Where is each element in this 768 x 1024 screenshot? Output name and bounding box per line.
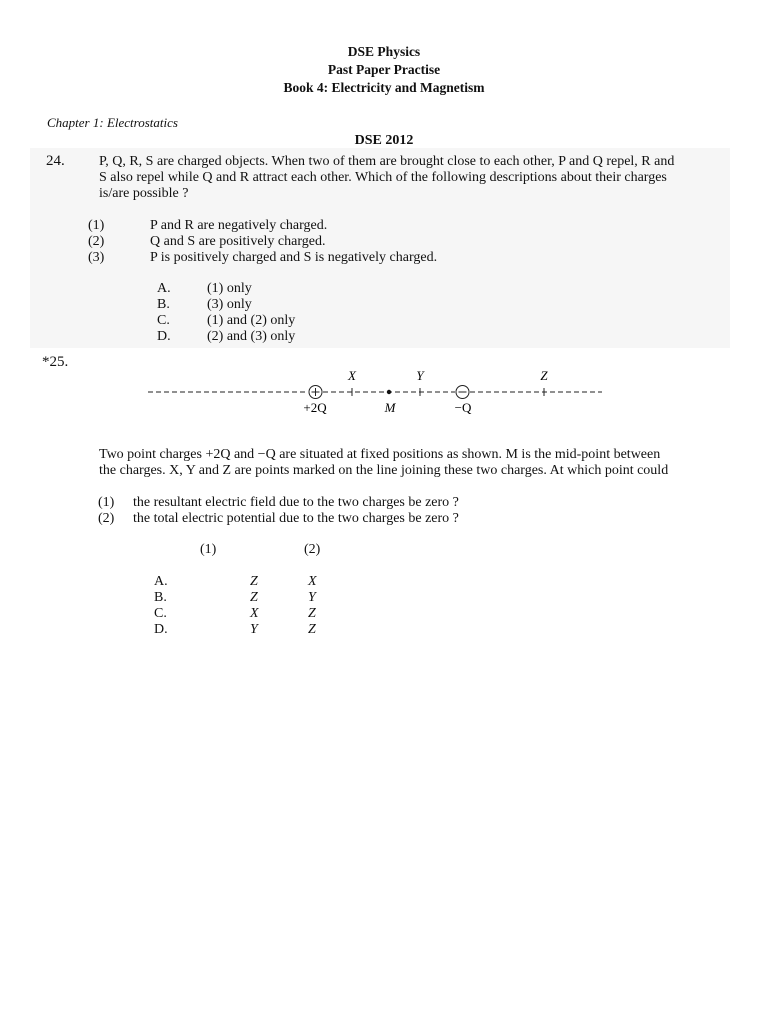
column-header-2: (2) — [304, 542, 321, 557]
option-col2: Y — [308, 590, 316, 605]
option-col1: X — [250, 606, 259, 621]
q24-statement — [88, 234, 437, 250]
doc-subtitle: Past Paper Practise — [327, 62, 441, 77]
charges-line-diagram — [140, 366, 610, 418]
option-text: (1) and (2) only — [207, 313, 296, 328]
statement-number: (2) — [88, 234, 105, 249]
q25-statement — [98, 511, 459, 527]
q24-option — [157, 313, 295, 329]
option-col1: Z — [250, 574, 258, 589]
q25-option — [154, 606, 320, 622]
statement-text: P and R are negatively charged. — [150, 218, 328, 233]
option-col2: X — [308, 574, 317, 589]
q25-answer-table — [154, 542, 320, 638]
label-plus-2q: +2Q — [303, 400, 327, 415]
option-letter: D. — [154, 622, 168, 637]
statement-text: Q and S are positively charged. — [150, 234, 326, 249]
chapter-heading: Chapter 1: Electrostatics — [47, 115, 178, 130]
section-heading: DSE 2012 — [354, 133, 414, 148]
option-col2: Z — [308, 622, 316, 637]
statement-number: (3) — [88, 250, 105, 265]
doc-title: DSE Physics — [347, 44, 421, 59]
label-x: X — [348, 368, 356, 383]
statement-number: (2) — [98, 511, 115, 526]
q25-option — [154, 622, 320, 638]
statement-text: the resultant electric field due to the two charges be zero ? — [133, 495, 459, 510]
option-text: (1) only — [207, 281, 252, 296]
q24-option — [157, 297, 295, 313]
q24-statement — [88, 218, 437, 234]
option-text: (3) only — [207, 297, 252, 312]
q25-column-headers — [154, 542, 320, 558]
column-header-1: (1) — [200, 542, 217, 557]
statement-text: the total electric potential due to the two charges be zero ? — [133, 511, 459, 526]
option-letter: C. — [154, 606, 167, 621]
option-text: (2) and (3) only — [207, 329, 296, 344]
statement-number: (1) — [88, 218, 105, 233]
q25-statement — [98, 495, 459, 511]
q25-number: *25. — [42, 354, 69, 370]
option-letter: A. — [157, 281, 171, 296]
q24-number: 24. — [46, 153, 65, 169]
q24-stem-line2: S also repel while Q and R attract each other. Which of the following descriptions about their charges — [99, 170, 667, 185]
q25-statements — [98, 495, 459, 527]
option-letter: A. — [154, 574, 168, 589]
option-col1: Z — [250, 590, 258, 605]
q24-options — [157, 281, 295, 345]
label-y: Y — [416, 368, 424, 383]
q24-option — [157, 281, 295, 297]
option-letter: B. — [157, 297, 170, 312]
q24-statement — [88, 250, 437, 266]
q25-option — [154, 590, 320, 606]
q24-stem-line3: is/are possible ? — [99, 186, 189, 201]
option-letter: D. — [157, 329, 171, 344]
q24-option — [157, 329, 295, 345]
option-col2: Z — [308, 606, 316, 621]
option-letter: B. — [154, 590, 167, 605]
label-m: M — [384, 400, 396, 415]
midpoint-dot — [387, 390, 391, 394]
doc-book-title: Book 4: Electricity and Magnetism — [283, 80, 485, 95]
statement-text: P is positively charged and S is negatively charged. — [150, 250, 438, 265]
q24-stem-line1: P, Q, R, S are charged objects. When two of them are brought close to each other, P and Q repel, R and — [99, 154, 675, 169]
label-minus-q: −Q — [454, 400, 472, 415]
option-letter: C. — [157, 313, 170, 328]
q25-stem-line1: Two point charges +2Q and −Q are situated at fixed positions as shown. M is the mid-point between — [99, 447, 661, 462]
q25-option — [154, 574, 320, 590]
statement-number: (1) — [98, 495, 115, 510]
label-z: Z — [540, 368, 548, 383]
q24-statements — [88, 218, 437, 266]
option-col1: Y — [250, 622, 258, 637]
q25-stem-line2: the charges. X, Y and Z are points marked on the line joining these two charges. At which point could — [99, 463, 669, 478]
